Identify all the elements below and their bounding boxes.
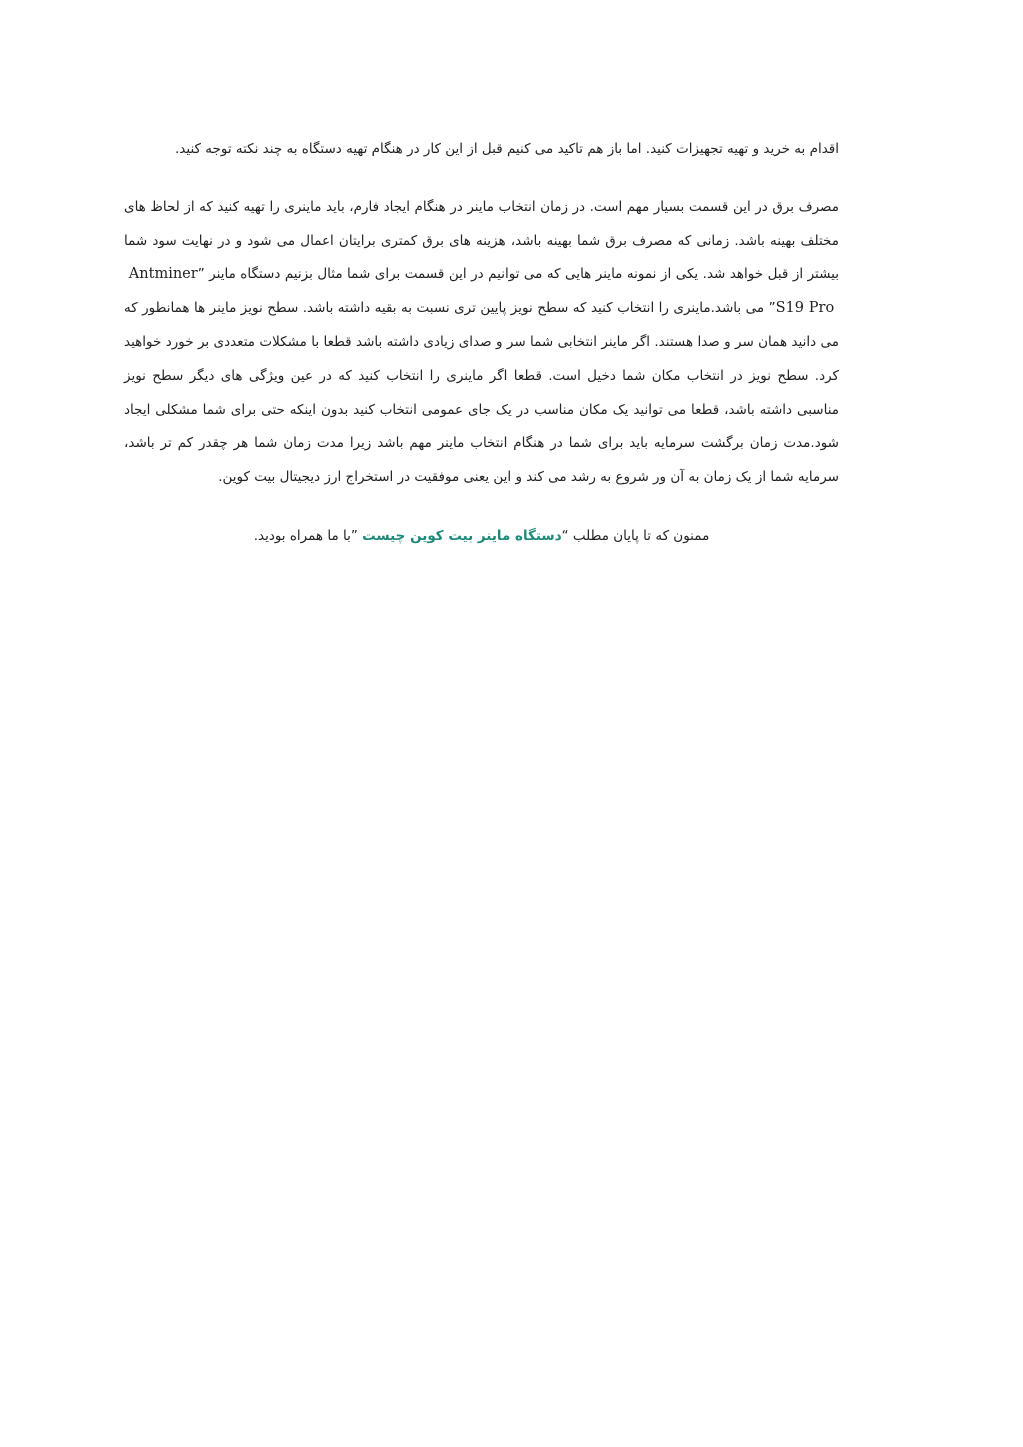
thanks-suffix: ”با ما همراه بودید. bbox=[253, 527, 363, 544]
article-body bbox=[124, 133, 839, 553]
paragraph-text-part-1: مصرف برق در این قسمت بسیار مهم است. در زمان انتخاب ماینر در هنگام ایجاد فارم، باید ماینری را تهیه کنید که از لحاظ های مختلف بهینه باشد. زمانی که مصرف برق شما بهینه باشد، هزینه های برق کمتری برایتان اعمال می شود و در نهایت سود شما بیشتر از قبل خواهد شد. یکی از نمونه ماینر هایی که می توانیم در این قسمت برای شما مثال بزنیم دستگاه ماینر ” bbox=[124, 198, 839, 283]
article-title-link[interactable]: دستگاه ماینر بیت کوین چیست bbox=[362, 527, 562, 544]
thanks-prefix: ممنون که تا پایان مطلب “ bbox=[561, 527, 710, 544]
closing-thanks bbox=[124, 520, 839, 553]
miner-model-name: Antminer S19 Pro bbox=[124, 266, 839, 317]
paragraph-power-noise-roi bbox=[124, 191, 839, 495]
paragraph-purchase-advice: اقدام به خرید و تهیه تجهیزات کنید. اما باز هم تاکید می کنیم قبل از این کار در هنگام تهیه دستگاه به چند نکته توجه کنید. bbox=[175, 141, 839, 157]
paragraph-text-part-2: ” می باشد.ماینری را انتخاب کنید که سطح نویز پایین تری نسبت به بقیه داشته باشد. سطح نویز ماینر ها همانطور که می دانید همان سر و صدا هستند. اگر ماینر انتخابی شما سر و صدای زیادی داشته باشد قطعا با مشکلات متعددی بر خورد خواهید کرد. سطح نویز در انتخاب مکان شما دخیل است. قطعا اگر ماینری را انتخاب کنید که در عین ویژگی های دیگر سطح نویز مناسبی داشته باشد، قطعا می توانید یک مکان مناسب در یک جای عمومی انتخاب کنید بدون اینکه حتی برای شما مشکلی ایجاد شود.مدت زمان برگشت سرمایه باید برای شما در هنگام انتخاب ماینر مهم باشد زیرا مدت زمان شما هر چقدر کم تر باشد، سرمایه شما از یک زمان به آن ور شروع به رشد می کند و این یعنی موفقیت در استخراج ارز دیجیتال بیت کوین. bbox=[124, 300, 839, 486]
